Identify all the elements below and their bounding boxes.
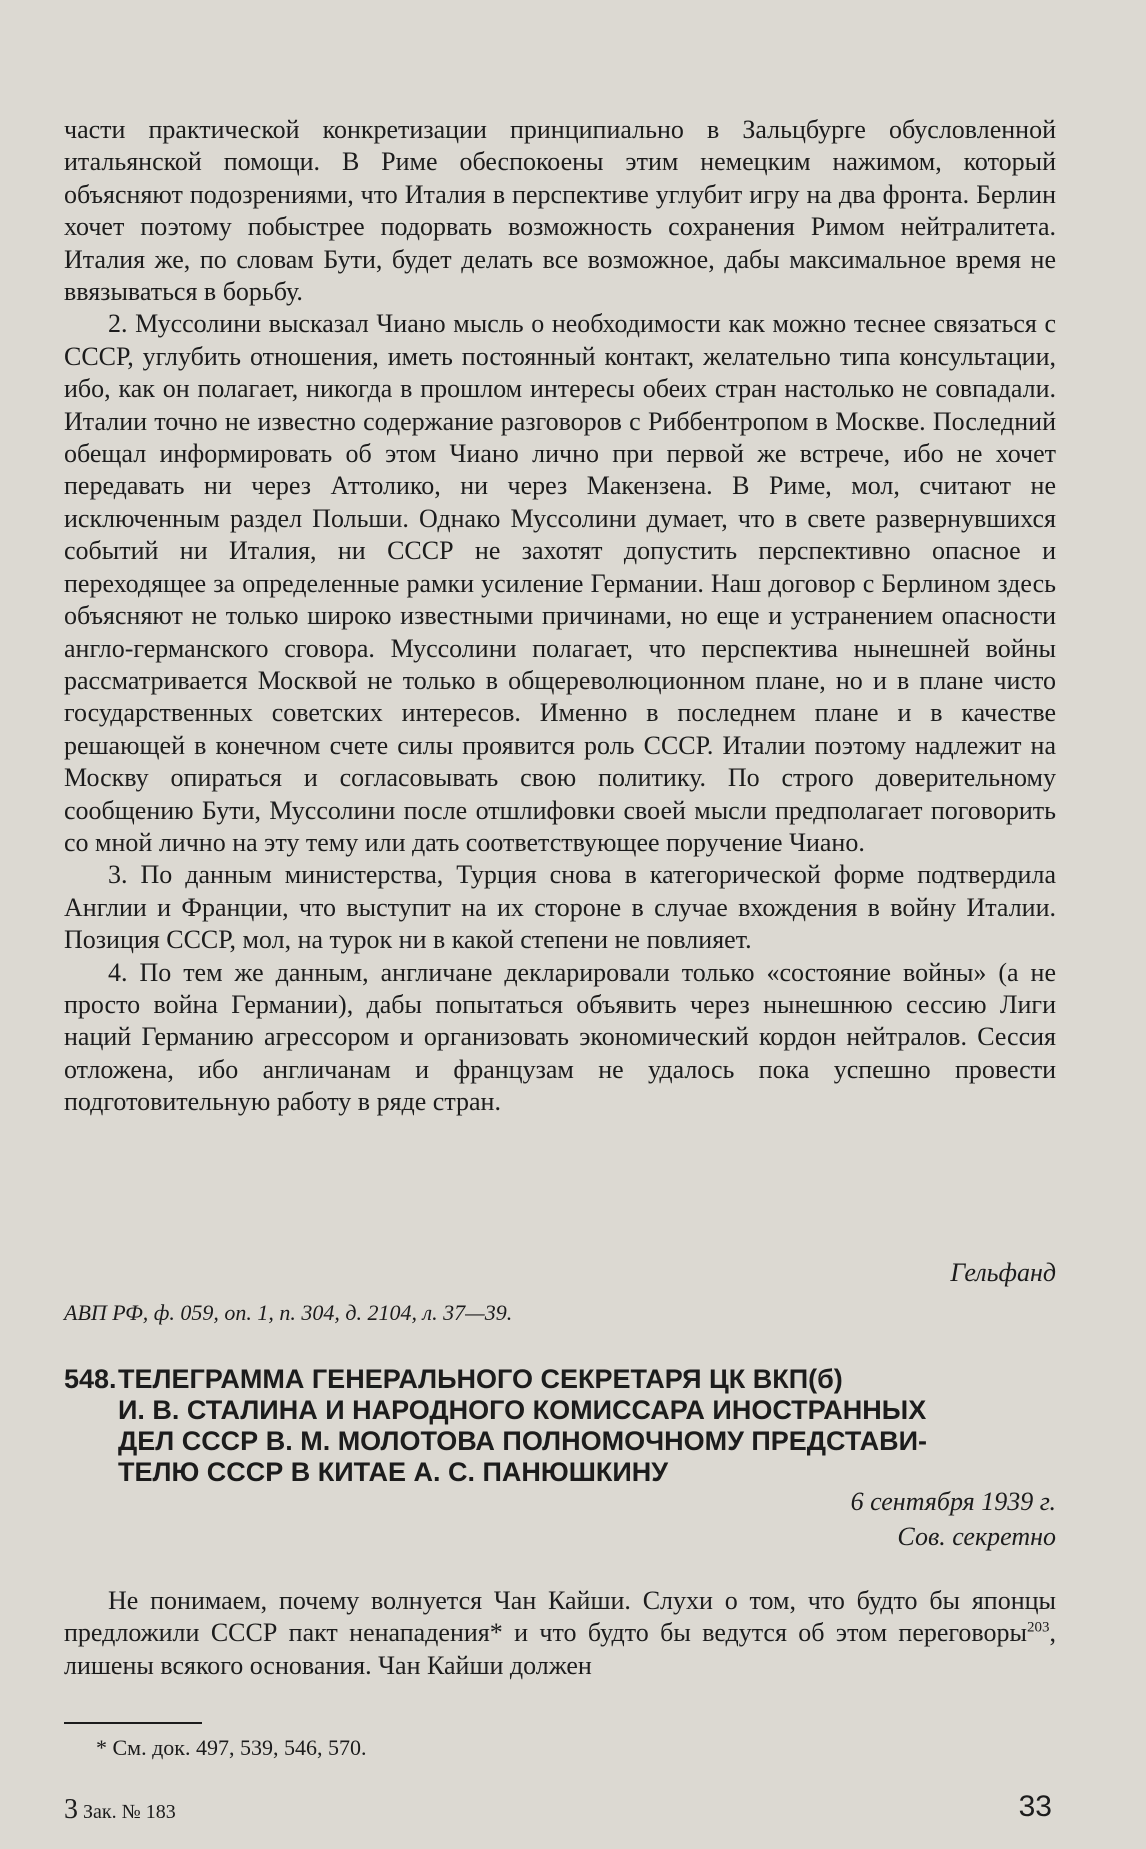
paragraph-point-4: 4. По тем же данным, англичане декларировали только «состояние войны» (а не просто война Германии), дабы попытаться объявить через нынешнюю сессию Лиги наций Германию агрессором и организовать экономический кордон нейтралов. Сессия отложена, ибо англичанам и французам не удалось пока успешно провести подготовительную работу в ряде стран.	[64, 957, 1056, 1117]
telegram-text-part-1: Не понимаем, почему волнуется Чан Кайши. Слухи о том, что будто бы японцы предложили СССР пакт ненападения* и что будто бы ведутся об этом переговоры	[64, 1586, 1056, 1648]
footnote: * См. док. 497, 539, 546, 570.	[96, 1735, 367, 1760]
endnote-ref: 203	[1027, 1619, 1050, 1636]
paragraph-point-3: 3. По данным министерства, Турция снова в категорической форме подтвердила Англии и Франции, что выступит на их стороне в случае вхождения в войну Италии. Позиция СССР, мол, на турок ни в какой степени не повлияет.	[64, 860, 1056, 955]
heading-line-2: И. В. СТАЛИНА И НАРОДНОГО КОМИССАРА ИНОСТРАННЫХ	[118, 1395, 927, 1425]
page-number: 33	[1018, 1790, 1052, 1823]
footnote-divider	[64, 1722, 202, 1724]
archive-source: АВП РФ, ф. 059, оп. 1, п. 304, д. 2104, л. 37—39.	[64, 1300, 513, 1325]
document-date: 6 сентября 1939 г.	[850, 1487, 1056, 1516]
telegram-text	[64, 1585, 1056, 1682]
document-heading	[64, 1364, 1056, 1488]
heading-line-1-text: ТЕЛЕГРАММА ГЕНЕРАЛЬНОГО СЕКРЕТАРЯ ЦК ВКП(б)	[118, 1364, 843, 1394]
heading-line-3: ДЕЛ СССР В. М. МОЛОТОВА ПОЛНОМОЧНОМУ ПРЕДСТАВИ-	[118, 1426, 928, 1456]
order-number: Зак. № 183	[83, 1801, 176, 1823]
report-text	[64, 114, 1056, 1119]
classification-label: Сов. секретно	[897, 1522, 1056, 1551]
heading-line-1	[64, 1364, 1056, 1395]
sheet-number: 3	[64, 1794, 78, 1825]
document-number: 548.	[64, 1364, 117, 1394]
signature: Гельфанд	[950, 1258, 1056, 1287]
telegram-text-part-2: , лишены всякого основания. Чан Кайши должен	[64, 1618, 1056, 1680]
paragraph-continuation: части практической конкретизации принципиально в Зальцбурге обусловленной итальянской помощи. В Риме обеспокоены этим немецким нажимом, который объясняют подозрениями, что Италия в перспективе углубит игру на два фронта. Берлин хочет поэтому побыстрее подорвать возможность сохранения Римом нейтралитета. Италия же, по словам Бути, будет делать все возможное, дабы максимальное время не ввязываться в борьбу.	[64, 115, 1056, 307]
print-sheet-mark	[64, 1794, 176, 1826]
paragraph-point-2: 2. Муссолини высказал Чиано мысль о необходимости как можно теснее связаться с СССР, углубить отношения, иметь постоянный контакт, желательно типа консультации, ибо, как он полагает, никогда в прошлом интересы обеих стран настолько не совпадали. Италии точно не известно содержание разговоров с Риббентропом в Москве. Последний обещал информировать об этом Чиано лично при первой же встрече, ибо не хочет передавать ни через Аттолико, ни через Макензена. В Риме, мол, считают не исключенным раздел Польши. Однако Муссолини думает, что в свете развернувшихся событий ни Италия, ни СССР не захотят допустить перспективно опасное и переходящее за определенные рамки усиление Германии. Наш договор с Берлином здесь объясняют не только широко известными причинами, но еще и устранением опасности англо-германского сговора. Муссолини полагает, что перспектива нынешней войны рассматривается Москвой не только в общереволюционном плане, но и в плане чисто государственных советских интересов. Именно в последнем плане и в качестве решающей в конечном счете силы проявится роль СССР. Италии поэтому надлежит на Москву опираться и согласовывать свою политику. По строго доверительному сообщению Бути, Муссолини после отшлифовки своей мысли предполагает поговорить со мной лично на эту тему или дать соответствующее поручение Чиано.	[64, 309, 1056, 857]
heading-line-4: ТЕЛЮ СССР В КИТАЕ А. С. ПАНЮШКИНУ	[118, 1457, 669, 1487]
telegram-paragraph	[64, 1585, 1056, 1682]
